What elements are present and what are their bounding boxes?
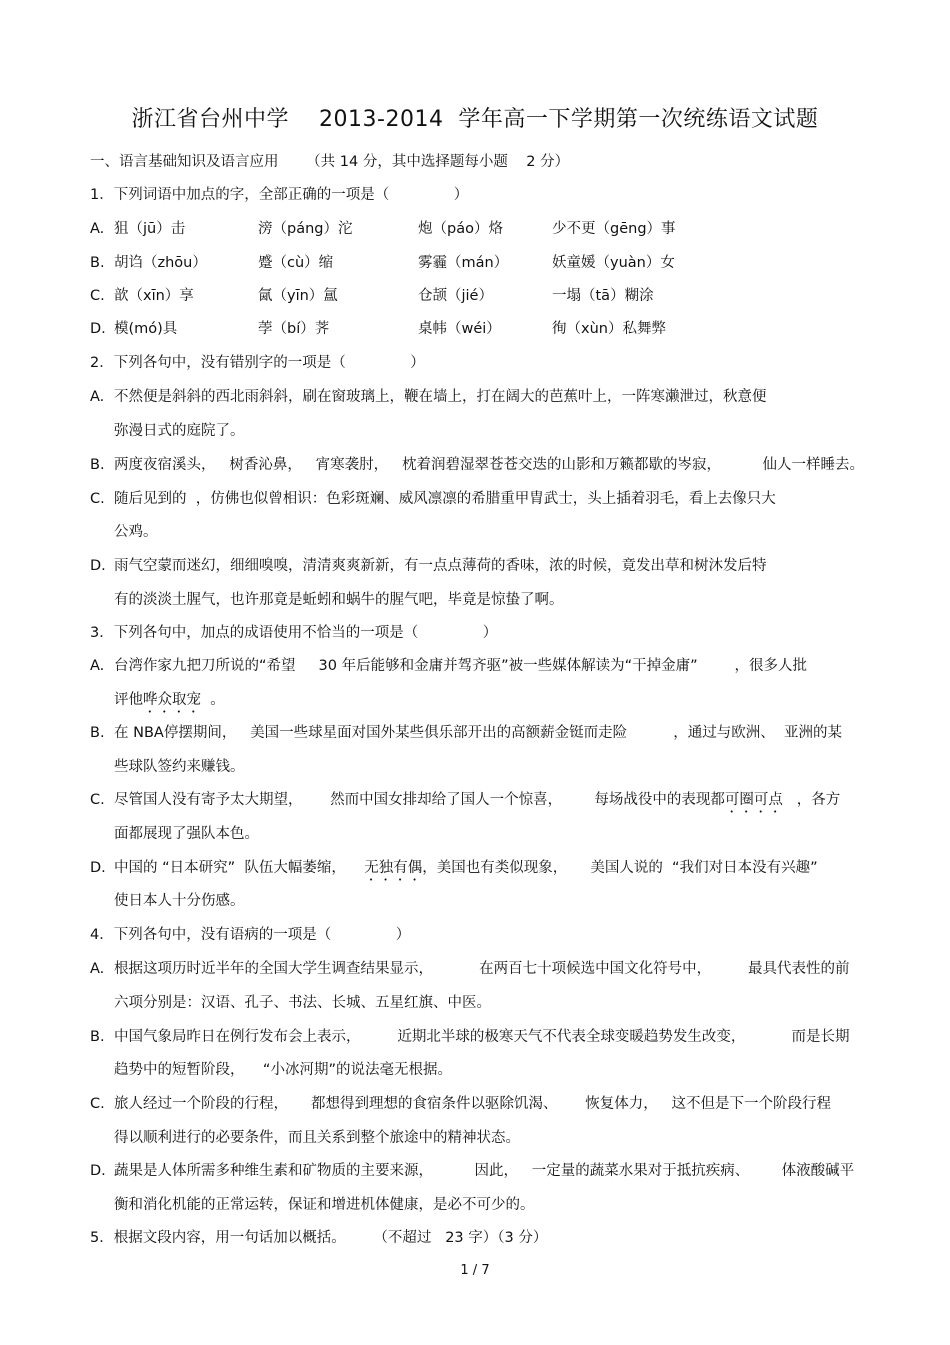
option-text: 旅人经过一个阶段的行程， 都想得到理想的食宿条件以驱除饥渴、 恢复体力， 这不但是下一个阶段行程 [114,1096,832,1112]
q2-option-d-cont: 有的淡淡土腥气，也许那竟是蚯蚓和蜗牛的腥气吧，毕竟是惊蛰了啊。 [114,592,564,608]
option-text: 雨气空蒙而迷幻，细细嗅嗅，清清爽爽新新，有一点点薄荷的香味，浓的时候，竟发出草和树沐发后特 [114,558,767,574]
option-text: 根据这项历时近半年的全国大学生调查结果显示， 在两百七十项候选中国文化符号中， 最具代表性的前 [114,961,850,977]
option-label: C. [90,288,105,304]
q2-option-c: C. 随后见到的 ，仿佛也似曾相识：色彩斑斓、威风凛凛的希腊重甲胄武士，头上插着羽毛，看上去像只大 [90,491,776,507]
option-word: 胡诌（zhōu） [114,255,207,271]
question-3-stem: 3．下列各句中，加点的成语使用不恰当的一项是（ ） [90,625,498,641]
q3-option-b: B. 在 NBA停摆期间， 美国一些球星面对国外某些俱乐部开出的高额薪金铤而走险 ，通过与欧洲、 亚洲的某 [90,725,842,741]
option-word: 滂（páng）沱 [258,221,353,237]
q4-option-b: B. 中国气象局昨日在例行发布会上表示， 近期北半球的极寒天气不代表全球变暖趋势发生改变， 而是长期 [90,1029,850,1045]
dotted-idiom: 哗众取宠 [143,692,201,708]
q3-option-b-cont: 些球队签约来赚钱。 [114,759,245,775]
option-word: 仓颉（jié） [418,288,493,304]
q2-option-d: D. 雨气空蒙而迷幻，细细嗅嗅，清清爽爽新新，有一点点薄荷的香味，浓的时候，竟发出草和树沐发后特 [90,558,767,574]
q4-option-b-cont: 趋势中的短暂阶段， “小冰河期”的说法毫无根据。 [114,1062,452,1078]
q2-option-a-cont: 弥漫日式的庭院了。 [114,423,245,439]
option-text: ，通过与欧洲、 亚洲的某 [627,725,842,741]
option-label: B. [90,255,105,271]
section-heading: 一、语言基础知识及语言应用 （共 14 分，其中选择题每小题 2 分） [90,154,570,170]
dotted-idiom: 可圈可点 [724,792,783,808]
q4-option-d-cont: 衡和消化机能的正常运转，保证和增进机体健康，是必不可少的。 [114,1197,535,1213]
q3-option-c: C. 尽管国人没有寄予太大期望， 然而中国女排却给了国人一个惊喜， 每场战役中的表现都可圈可点 ，各方 [90,792,841,808]
option-word: 雾霾（mán） [418,255,509,271]
option-word: 炮（páo）烙 [418,221,503,237]
option-text: 蔬果是人体所需多种维生素和矿物质的主要来源， 因此， 一定量的蔬菜水果对于抵抗疾病、 体液酸碱平 [114,1163,855,1179]
option-text: 中国的 “日本研究” 队伍大幅萎缩， [114,860,365,876]
option-text: 随后见到的 ，仿佛也似曾相识：色彩斑斓、威风凛凛的希腊重甲胄武士，头上插着羽毛，看上去像只大 [114,491,776,507]
page-number: 1 / 7 [460,1263,490,1278]
q3-option-a: A. 台湾作家九把刀所说的“希望 30 年后能够和金庸并驾齐驱”被一些媒体解读为“干掉金庸” ，很多人批 [90,658,808,674]
option-word: 狙（jū）击 [114,221,186,237]
option-label: A. [90,221,105,237]
option-label: D. [90,321,106,337]
option-word: 歆（xīn）享 [114,288,194,304]
q4-option-c-cont: 得以顺利进行的必要条件，而且关系到整个旅途中的精神状态。 [114,1130,520,1146]
q2-option-b: B. 两度夜宿溪头， 树香沁鼻， 宵寒袭肘， 枕着润碧湿翠苍苍交迭的山影和万籁都歇的岑寂， 仙人一样睡去。 [90,457,864,473]
q4-option-a: A. 根据这项历时近半年的全国大学生调查结果显示， 在两百七十项候选中国文化符号中， 最具代表性的前 [90,961,850,977]
option-text: 台湾作家九把刀所说的“希望 30 年后能够和金庸并驾齐驱”被一些媒体解读为“干掉金庸” ，很多人批 [114,658,808,674]
option-word: 妖童媛（yuàn）女 [552,255,675,271]
option-word: 桌帏（wéi） [418,321,501,337]
option-word: 徇（xùn）私舞弊 [552,321,666,337]
q3-option-d-cont: 使日本人十分伤感。 [114,893,245,909]
option-text: 在 NBA停摆期间， 美国一些球星面对国外某些俱乐部开出的高额薪金铤而走险 [114,725,628,741]
option-text: 。 [201,692,225,708]
dotted-idiom: 无独有偶 [364,860,423,876]
q3-option-a-cont [114,690,225,716]
option-word: 少不更（gēng）事 [552,221,676,237]
option-text: ，各方 [782,792,841,808]
q2-option-a: A. 不然便是斜斜的西北雨斜斜，刷在窗玻璃上，鞭在墙上，打在阔大的芭蕉叶上，一阵寒濑泄过，秋意便 [90,389,767,405]
q3-option-d: D. 中国的 “日本研究” 队伍大幅萎缩， 无独有偶，美国也有类似现象， 美国人说的 “我们对日本没有兴趣” [90,860,818,876]
option-text: ，美国也有类似现象， 美国人说的 “我们对日本没有兴趣” [422,860,818,876]
option-text: 中国气象局昨日在例行发布会上表示， 近期北半球的极寒天气不代表全球变暖趋势发生改变， 而是长期 [114,1029,850,1045]
document-title: 浙江省台州中学 2013-2014 学年高一下学期第一次统练语文试题 [131,107,819,132]
q2-option-c-cont: 公鸡。 [114,524,158,540]
option-word: 模(mó)具 [114,321,178,337]
option-word: 氤（yīn）氲 [258,288,338,304]
option-text: 评他 [114,692,143,708]
option-word: 蹙（cù）缩 [258,255,334,271]
question-1-stem: 1．下列词语中加点的字，全部正确的一项是（ ） [90,187,469,203]
question-5-stem: 5．根据文段内容，用一句话加以概括。 （不超过 23 字）（3 分） [90,1230,548,1246]
question-4-stem: 4．下列各句中，没有语病的一项是（ ） [90,927,411,943]
option-word: 一塌（tā）糊涂 [552,288,654,304]
option-text: 不然便是斜斜的西北雨斜斜，刷在窗玻璃上，鞭在墙上，打在阔大的芭蕉叶上，一阵寒濑泄过，秋意便 [114,389,767,405]
q4-option-a-cont: 六项分别是：汉语、孔子、书法、长城、五星红旗、中医。 [114,995,491,1011]
q4-option-d: D. 蔬果是人体所需多种维生素和矿物质的主要来源， 因此， 一定量的蔬菜水果对于抵抗疾病、 体液酸碱平 [90,1163,855,1179]
q4-option-c: C. 旅人经过一个阶段的行程， 都想得到理想的食宿条件以驱除饥渴、 恢复体力， 这不但是下一个阶段行程 [90,1096,832,1112]
option-text: 尽管国人没有寄予太大期望， 然而中国女排却给了国人一个惊喜， 每场战役中的表现都 [114,792,725,808]
option-text: 两度夜宿溪头， 树香沁鼻， 宵寒袭肘， 枕着润碧湿翠苍苍交迭的山影和万籁都歇的岑寂， 仙人一样睡去。 [114,457,864,473]
option-word: 荸（bí）荠 [258,321,330,337]
question-2-stem: 2．下列各句中，没有错别字的一项是（ ） [90,355,425,371]
q3-option-c-cont: 面都展现了强队本色。 [114,826,259,842]
